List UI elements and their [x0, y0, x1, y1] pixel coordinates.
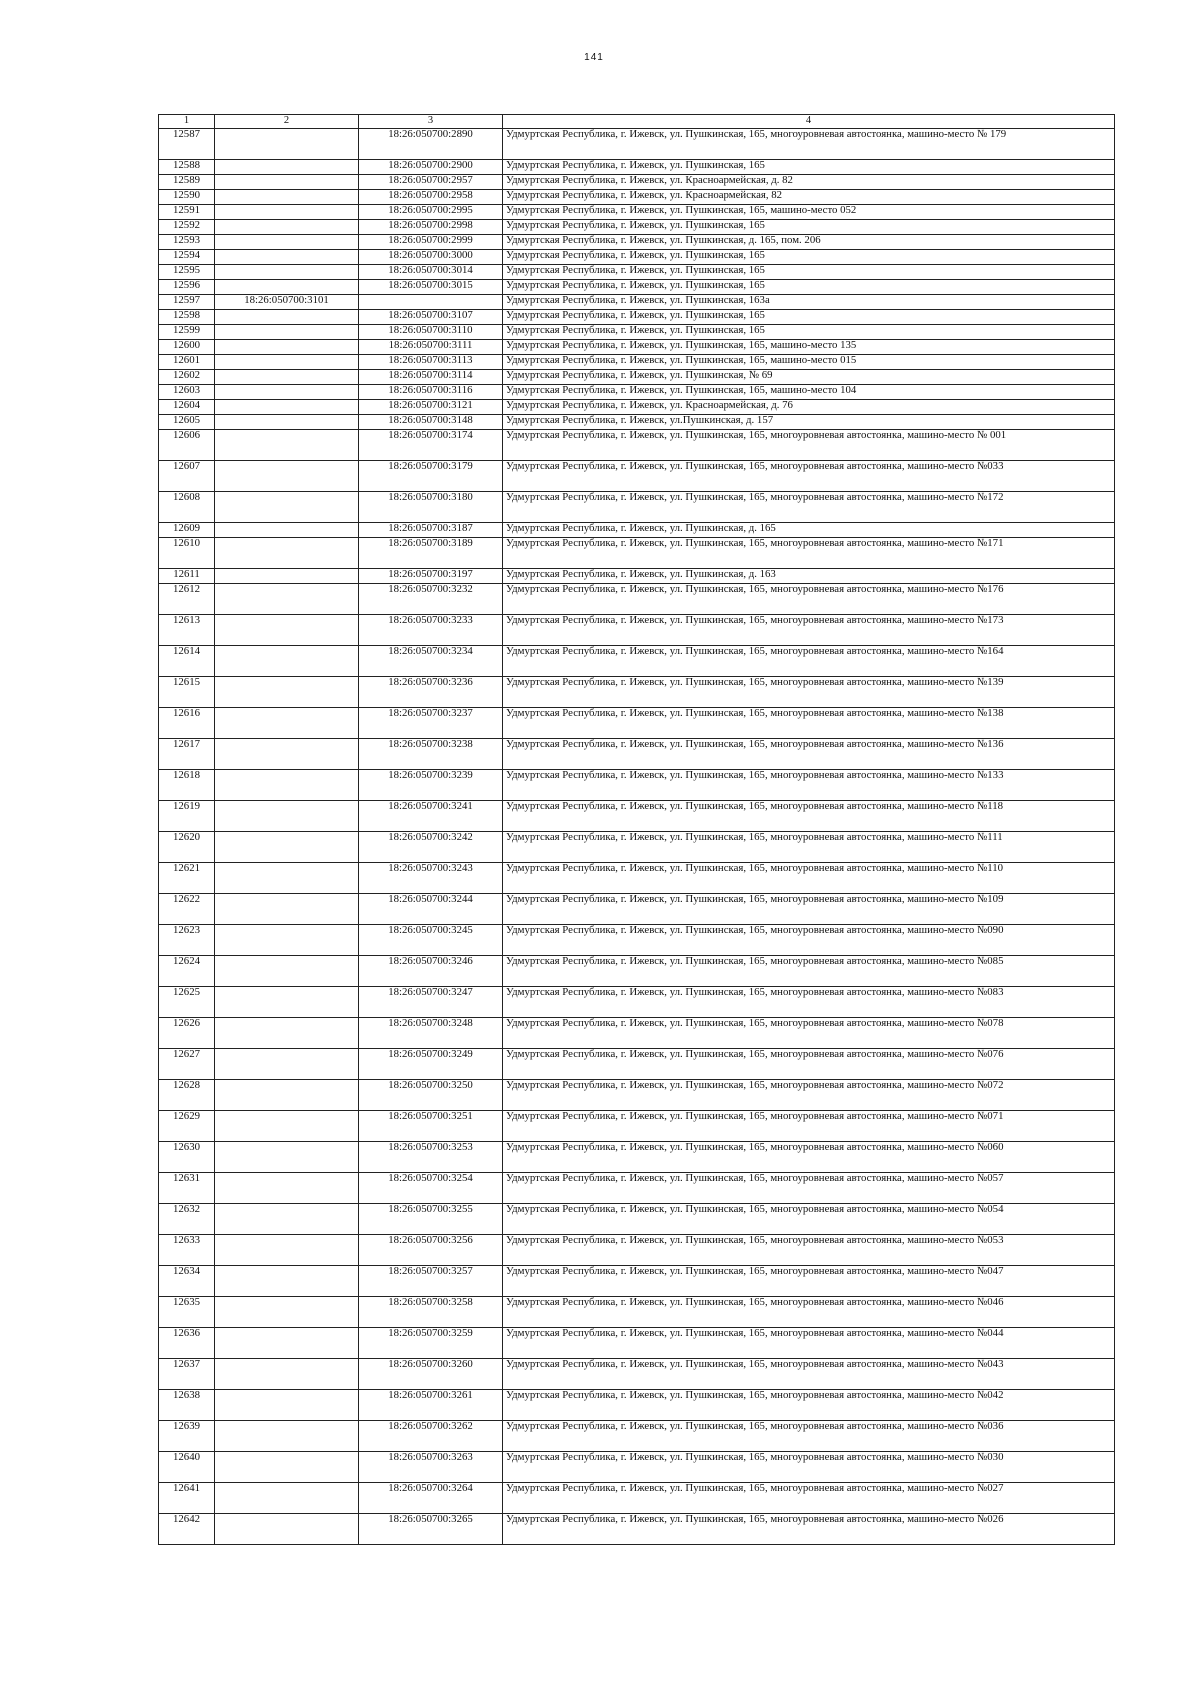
cadastral-number-old-cell: 18:26:050700:3101 [215, 295, 359, 310]
row-number-cell: 12620 [159, 832, 215, 863]
cadastral-number-cell: 18:26:050700:3243 [359, 863, 503, 894]
address-cell: Удмуртская Республика, г. Ижевск, ул. Пушкинская, 165, многоуровневая автостоянка, машино-место №033 [503, 461, 1115, 492]
address-cell: Удмуртская Республика, г. Ижевск, ул. Пушкинская, 165, многоуровневая автостоянка, машино-место №111 [503, 832, 1115, 863]
table-row [159, 832, 1115, 863]
address-cell: Удмуртская Республика, г. Ижевск, ул. Красноармейская, д. 82 [503, 175, 1115, 190]
row-number-cell: 12630 [159, 1142, 215, 1173]
cadastral-number-cell: 18:26:050700:3148 [359, 415, 503, 430]
table-row [159, 1142, 1115, 1173]
address-cell: Удмуртская Республика, г. Ижевск, ул. Пушкинская, 165, многоуровневая автостоянка, машино-место №036 [503, 1421, 1115, 1452]
cadastral-number-cell [359, 295, 503, 310]
table-row [159, 646, 1115, 677]
table-row [159, 415, 1115, 430]
row-number-cell: 12612 [159, 584, 215, 615]
row-number-cell: 12627 [159, 1049, 215, 1080]
row-number-cell: 12637 [159, 1359, 215, 1390]
cadastral-number-cell: 18:26:050700:3247 [359, 987, 503, 1018]
cadastral-number-cell: 18:26:050700:3265 [359, 1514, 503, 1545]
cadastral-number-old-cell [215, 205, 359, 220]
row-number-cell: 12639 [159, 1421, 215, 1452]
address-cell: Удмуртская Республика, г. Ижевск, ул. Пушкинская, 165, многоуровневая автостоянка, машино-место №072 [503, 1080, 1115, 1111]
cadastral-number-old-cell [215, 615, 359, 646]
cadastral-number-old-cell [215, 1514, 359, 1545]
address-cell: Удмуртская Республика, г. Ижевск, ул. Пушкинская, 165, многоуровневая автостоянка, машино-место №083 [503, 987, 1115, 1018]
row-number-cell: 12609 [159, 523, 215, 538]
address-cell: Удмуртская Республика, г. Ижевск, ул. Пушкинская, 165, многоуровневая автостоянка, машино-место №027 [503, 1483, 1115, 1514]
table-row [159, 265, 1115, 280]
row-number-cell: 12610 [159, 538, 215, 569]
row-number-cell: 12590 [159, 190, 215, 205]
cadastral-number-old-cell [215, 461, 359, 492]
cadastral-number-old-cell [215, 739, 359, 770]
cadastral-number-old-cell [215, 1421, 359, 1452]
cadastral-number-cell: 18:26:050700:3239 [359, 770, 503, 801]
cadastral-number-old-cell [215, 220, 359, 235]
address-cell: Удмуртская Республика, г. Ижевск, ул. Пушкинская, 165, многоуровневая автостоянка, машино-место №176 [503, 584, 1115, 615]
table-row [159, 1452, 1115, 1483]
cadastral-number-cell: 18:26:050700:3111 [359, 340, 503, 355]
cadastral-number-cell: 18:26:050700:3238 [359, 739, 503, 770]
cadastral-number-old-cell [215, 1080, 359, 1111]
cadastral-number-cell: 18:26:050700:3256 [359, 1235, 503, 1266]
row-number-cell: 12631 [159, 1173, 215, 1204]
table-row [159, 708, 1115, 739]
row-number-cell: 12616 [159, 708, 215, 739]
address-cell: Удмуртская Республика, г. Ижевск, ул. Пушкинская, 165 [503, 325, 1115, 340]
cadastral-number-old-cell [215, 400, 359, 415]
table-row [159, 677, 1115, 708]
row-number-cell: 12592 [159, 220, 215, 235]
address-cell: Удмуртская Республика, г. Ижевск, ул. Пушкинская, 165, многоуровневая автостоянка, машино-место №044 [503, 1328, 1115, 1359]
address-cell: Удмуртская Республика, г. Ижевск, ул. Пушкинская, 165, машино-место 015 [503, 355, 1115, 370]
row-number-cell: 12618 [159, 770, 215, 801]
cadastral-number-old-cell [215, 1049, 359, 1080]
cadastral-number-old-cell [215, 415, 359, 430]
row-number-cell: 12621 [159, 863, 215, 894]
address-cell: Удмуртская Республика, г. Ижевск, ул. Пушкинская, 165, многоуровневая автостоянка, машино-место №053 [503, 1235, 1115, 1266]
cadastral-number-cell: 18:26:050700:3254 [359, 1173, 503, 1204]
row-number-cell: 12632 [159, 1204, 215, 1235]
cadastral-number-old-cell [215, 1390, 359, 1421]
address-cell: Удмуртская Республика, г. Ижевск, ул. Пушкинская, 165, многоуровневая автостоянка, машино-место №138 [503, 708, 1115, 739]
address-cell: Удмуртская Республика, г. Ижевск, ул. Пушкинская, 165 [503, 310, 1115, 325]
table-row [159, 250, 1115, 265]
cadastral-number-old-cell [215, 894, 359, 925]
cadastral-number-old-cell [215, 325, 359, 340]
cadastral-number-cell: 18:26:050700:2998 [359, 220, 503, 235]
table-row [159, 1173, 1115, 1204]
address-cell: Удмуртская Республика, г. Ижевск, ул. Пушкинская, 165, многоуровневая автостоянка, машино-место №164 [503, 646, 1115, 677]
address-cell: Удмуртская Республика, г. Ижевск, ул. Красноармейская, 82 [503, 190, 1115, 205]
row-number-cell: 12596 [159, 280, 215, 295]
table-row [159, 160, 1115, 175]
table-row [159, 175, 1115, 190]
cadastral-number-cell: 18:26:050700:2900 [359, 160, 503, 175]
row-number-cell: 12605 [159, 415, 215, 430]
table-row [159, 1111, 1115, 1142]
table-row [159, 295, 1115, 310]
cadastral-number-old-cell [215, 1266, 359, 1297]
address-cell: Удмуртская Республика, г. Ижевск, ул. Пушкинская, 165, машино-место 052 [503, 205, 1115, 220]
table-row [159, 129, 1115, 160]
cadastral-number-cell: 18:26:050700:3245 [359, 925, 503, 956]
cadastral-number-cell: 18:26:050700:3237 [359, 708, 503, 739]
row-number-cell: 12624 [159, 956, 215, 987]
table-row [159, 739, 1115, 770]
table-row [159, 1390, 1115, 1421]
cadastral-number-old-cell [215, 235, 359, 250]
cadastral-number-old-cell [215, 584, 359, 615]
row-number-cell: 12602 [159, 370, 215, 385]
address-cell: Удмуртская Республика, г. Ижевск, ул. Пушкинская, д. 165, пом. 206 [503, 235, 1115, 250]
table-row [159, 615, 1115, 646]
address-cell: Удмуртская Республика, г. Ижевск, ул. Пушкинская, 165, многоуровневая автостоянка, машино-место №118 [503, 801, 1115, 832]
address-cell: Удмуртская Республика, г. Ижевск, ул. Пушкинская, 165, многоуровневая автостоянка, машино-место №060 [503, 1142, 1115, 1173]
cadastral-number-cell: 18:26:050700:3189 [359, 538, 503, 569]
cadastral-number-old-cell [215, 523, 359, 538]
address-cell: Удмуртская Республика, г. Ижевск, ул. Пушкинская, 165, многоуровневая автостоянка, машино-место №172 [503, 492, 1115, 523]
row-number-cell: 12638 [159, 1390, 215, 1421]
cadastral-number-cell: 18:26:050700:3180 [359, 492, 503, 523]
cadastral-number-cell: 18:26:050700:2958 [359, 190, 503, 205]
table-row [159, 492, 1115, 523]
table-row [159, 801, 1115, 832]
row-number-cell: 12599 [159, 325, 215, 340]
cadastral-number-cell: 18:26:050700:3261 [359, 1390, 503, 1421]
cadastral-number-cell: 18:26:050700:3263 [359, 1452, 503, 1483]
row-number-cell: 12615 [159, 677, 215, 708]
table-row [159, 1235, 1115, 1266]
cadastral-number-old-cell [215, 430, 359, 461]
cadastral-number-old-cell [215, 355, 359, 370]
page-number: 141 [584, 52, 604, 63]
table-row [159, 894, 1115, 925]
cadastral-number-old-cell [215, 569, 359, 584]
row-number-cell: 12628 [159, 1080, 215, 1111]
table-row [159, 205, 1115, 220]
cadastral-number-cell: 18:26:050700:3250 [359, 1080, 503, 1111]
cadastral-number-cell: 18:26:050700:3255 [359, 1204, 503, 1235]
row-number-cell: 12611 [159, 569, 215, 584]
cadastral-number-old-cell [215, 370, 359, 385]
address-cell: Удмуртская Республика, г. Ижевск, ул. Пушкинская, 165, многоуровневая автостоянка, машино-место №042 [503, 1390, 1115, 1421]
cadastral-number-cell: 18:26:050700:3014 [359, 265, 503, 280]
cadastral-number-old-cell [215, 925, 359, 956]
address-cell: Удмуртская Республика, г. Ижевск, ул. Пушкинская, 165, многоуровневая автостоянка, машино-место №071 [503, 1111, 1115, 1142]
address-cell: Удмуртская Республика, г. Ижевск, ул. Пушкинская, 165, многоуровневая автостоянка, машино-место №136 [503, 739, 1115, 770]
cadastral-number-old-cell [215, 646, 359, 677]
row-number-cell: 12625 [159, 987, 215, 1018]
row-number-cell: 12619 [159, 801, 215, 832]
cadastral-number-old-cell [215, 956, 359, 987]
row-number-cell: 12588 [159, 160, 215, 175]
cadastral-number-cell: 18:26:050700:3244 [359, 894, 503, 925]
cadastral-number-cell: 18:26:050700:3233 [359, 615, 503, 646]
cadastral-number-cell: 18:26:050700:3248 [359, 1018, 503, 1049]
cadastral-number-old-cell [215, 129, 359, 160]
table-row [159, 461, 1115, 492]
cadastral-number-old-cell [215, 538, 359, 569]
address-cell: Удмуртская Республика, г. Ижевск, ул. Пушкинская, 165, многоуровневая автостоянка, машино-место №171 [503, 538, 1115, 569]
row-number-cell: 12600 [159, 340, 215, 355]
table-row [159, 280, 1115, 295]
row-number-cell: 12598 [159, 310, 215, 325]
cadastral-number-old-cell [215, 801, 359, 832]
table-row [159, 220, 1115, 235]
cadastral-number-cell: 18:26:050700:3179 [359, 461, 503, 492]
cadastral-number-old-cell [215, 492, 359, 523]
header-col-2: 2 [215, 115, 359, 129]
address-cell: Удмуртская Республика, г. Ижевск, ул. Пушкинская, 165, многоуровневая автостоянка, машино-место №173 [503, 615, 1115, 646]
registry-body [159, 129, 1115, 1545]
cadastral-number-old-cell [215, 310, 359, 325]
address-cell: Удмуртская Республика, г. Ижевск, ул. Пушкинская, 165, многоуровневая автостоянка, машино-место №026 [503, 1514, 1115, 1545]
table-row [159, 400, 1115, 415]
cadastral-number-old-cell [215, 265, 359, 280]
cadastral-number-cell: 18:26:050700:3242 [359, 832, 503, 863]
table-row [159, 1049, 1115, 1080]
row-number-cell: 12629 [159, 1111, 215, 1142]
table-row [159, 235, 1115, 250]
table-row [159, 355, 1115, 370]
table-row [159, 987, 1115, 1018]
row-number-cell: 12642 [159, 1514, 215, 1545]
cadastral-number-cell: 18:26:050700:3232 [359, 584, 503, 615]
address-cell: Удмуртская Республика, г. Ижевск, ул. Пушкинская, 165, многоуровневая автостоянка, машино-место №043 [503, 1359, 1115, 1390]
row-number-cell: 12617 [159, 739, 215, 770]
header-col-1: 1 [159, 115, 215, 129]
cadastral-number-old-cell [215, 1235, 359, 1266]
table-row [159, 370, 1115, 385]
cadastral-number-old-cell [215, 160, 359, 175]
address-cell: Удмуртская Республика, г. Ижевск, ул. Пушкинская, 165, многоуровневая автостоянка, машино-место №133 [503, 770, 1115, 801]
table-row [159, 956, 1115, 987]
address-cell: Удмуртская Республика, г. Ижевск, ул. Пушкинская, 165 [503, 160, 1115, 175]
cadastral-number-old-cell [215, 250, 359, 265]
address-cell: Удмуртская Республика, г. Ижевск, ул. Пушкинская, 165, многоуровневая автостоянка, машино-место № 001 [503, 430, 1115, 461]
table-row [159, 925, 1115, 956]
address-cell: Удмуртская Республика, г. Ижевск, ул. Пушкинская, 165, многоуровневая автостоянка, машино-место №139 [503, 677, 1115, 708]
address-cell: Удмуртская Республика, г. Ижевск, ул. Пушкинская, 165, многоуровневая автостоянка, машино-место №085 [503, 956, 1115, 987]
cadastral-number-old-cell [215, 1452, 359, 1483]
cadastral-number-cell: 18:26:050700:3236 [359, 677, 503, 708]
cadastral-number-old-cell [215, 1018, 359, 1049]
address-cell: Удмуртская Республика, г. Ижевск, ул. Пушкинская, 165, многоуровневая автостоянка, машино-место №110 [503, 863, 1115, 894]
header-col-4: 4 [503, 115, 1115, 129]
cadastral-number-old-cell [215, 987, 359, 1018]
registry-table [158, 114, 1115, 1545]
cadastral-number-cell: 18:26:050700:2999 [359, 235, 503, 250]
row-number-cell: 12587 [159, 129, 215, 160]
cadastral-number-old-cell [215, 1111, 359, 1142]
address-cell: Удмуртская Республика, г. Ижевск, ул. Пушкинская, 165 [503, 280, 1115, 295]
cadastral-number-cell: 18:26:050700:3251 [359, 1111, 503, 1142]
row-number-cell: 12591 [159, 205, 215, 220]
table-row [159, 310, 1115, 325]
cadastral-number-old-cell [215, 1297, 359, 1328]
cadastral-number-cell: 18:26:050700:3257 [359, 1266, 503, 1297]
row-number-cell: 12608 [159, 492, 215, 523]
address-cell: Удмуртская Республика, г. Ижевск, ул. Пушкинская, 165, многоуровневая автостоянка, машино-место №090 [503, 925, 1115, 956]
address-cell: Удмуртская Республика, г. Ижевск, ул. Пушкинская, д. 163 [503, 569, 1115, 584]
table-row [159, 1421, 1115, 1452]
table-row [159, 523, 1115, 538]
row-number-cell: 12589 [159, 175, 215, 190]
cadastral-number-old-cell [215, 385, 359, 400]
cadastral-number-cell: 18:26:050700:3264 [359, 1483, 503, 1514]
row-number-cell: 12603 [159, 385, 215, 400]
cadastral-number-cell: 18:26:050700:2957 [359, 175, 503, 190]
cadastral-number-cell: 18:26:050700:3121 [359, 400, 503, 415]
table-row [159, 190, 1115, 205]
cadastral-number-old-cell [215, 1483, 359, 1514]
row-number-cell: 12607 [159, 461, 215, 492]
row-number-cell: 12626 [159, 1018, 215, 1049]
table-row [159, 569, 1115, 584]
cadastral-number-cell: 18:26:050700:3260 [359, 1359, 503, 1390]
table-row [159, 538, 1115, 569]
cadastral-number-cell: 18:26:050700:3000 [359, 250, 503, 265]
table-row [159, 863, 1115, 894]
cadastral-number-old-cell [215, 1359, 359, 1390]
cadastral-number-old-cell [215, 832, 359, 863]
cadastral-number-cell: 18:26:050700:3107 [359, 310, 503, 325]
table-row [159, 770, 1115, 801]
address-cell: Удмуртская Республика, г. Ижевск, ул. Пушкинская, 165, многоуровневая автостоянка, машино-место №057 [503, 1173, 1115, 1204]
table-row [159, 1266, 1115, 1297]
cadastral-number-cell: 18:26:050700:3258 [359, 1297, 503, 1328]
row-number-cell: 12634 [159, 1266, 215, 1297]
cadastral-number-cell: 18:26:050700:3114 [359, 370, 503, 385]
table-row [159, 1018, 1115, 1049]
cadastral-number-old-cell [215, 1173, 359, 1204]
table-row [159, 385, 1115, 400]
row-number-cell: 12606 [159, 430, 215, 461]
cadastral-number-cell: 18:26:050700:3116 [359, 385, 503, 400]
table-row [159, 325, 1115, 340]
cadastral-number-old-cell [215, 190, 359, 205]
row-number-cell: 12595 [159, 265, 215, 280]
table-row [159, 1080, 1115, 1111]
cadastral-number-old-cell [215, 1328, 359, 1359]
row-number-cell: 12623 [159, 925, 215, 956]
cadastral-number-old-cell [215, 770, 359, 801]
cadastral-number-cell: 18:26:050700:3253 [359, 1142, 503, 1173]
row-number-cell: 12604 [159, 400, 215, 415]
address-cell: Удмуртская Республика, г. Ижевск, ул. Пушкинская, № 69 [503, 370, 1115, 385]
cadastral-number-cell: 18:26:050700:3174 [359, 430, 503, 461]
cadastral-number-old-cell [215, 175, 359, 190]
table-row [159, 584, 1115, 615]
row-number-cell: 12622 [159, 894, 215, 925]
cadastral-number-cell: 18:26:050700:3246 [359, 956, 503, 987]
address-cell: Удмуртская Республика, г. Ижевск, ул. Красноармейская, д. 76 [503, 400, 1115, 415]
table-row [159, 1359, 1115, 1390]
cadastral-number-cell: 18:26:050700:3197 [359, 569, 503, 584]
cadastral-number-cell: 18:26:050700:3113 [359, 355, 503, 370]
address-cell: Удмуртская Республика, г. Ижевск, ул. Пушкинская, 165, многоуровневая автостоянка, машино-место №054 [503, 1204, 1115, 1235]
cadastral-number-cell: 18:26:050700:3262 [359, 1421, 503, 1452]
address-cell: Удмуртская Республика, г. Ижевск, ул.Пушкинская, д. 157 [503, 415, 1115, 430]
address-cell: Удмуртская Республика, г. Ижевск, ул. Пушкинская, 165, многоуровневая автостоянка, машино-место №030 [503, 1452, 1115, 1483]
table-row [159, 1297, 1115, 1328]
row-number-cell: 12641 [159, 1483, 215, 1514]
row-number-cell: 12633 [159, 1235, 215, 1266]
cadastral-number-cell: 18:26:050700:3249 [359, 1049, 503, 1080]
header-col-3: 3 [359, 115, 503, 129]
cadastral-number-cell: 18:26:050700:3234 [359, 646, 503, 677]
row-number-cell: 12613 [159, 615, 215, 646]
address-cell: Удмуртская Республика, г. Ижевск, ул. Пушкинская, 165, многоуровневая автостоянка, машино-место №076 [503, 1049, 1115, 1080]
table-row [159, 1328, 1115, 1359]
address-cell: Удмуртская Республика, г. Ижевск, ул. Пушкинская, 163а [503, 295, 1115, 310]
cadastral-number-old-cell [215, 280, 359, 295]
address-cell: Удмуртская Республика, г. Ижевск, ул. Пушкинская, 165, многоуровневая автостоянка, машино-место № 179 [503, 129, 1115, 160]
cadastral-number-old-cell [215, 708, 359, 739]
address-cell: Удмуртская Республика, г. Ижевск, ул. Пушкинская, д. 165 [503, 523, 1115, 538]
cadastral-number-old-cell [215, 863, 359, 894]
cadastral-number-old-cell [215, 677, 359, 708]
cadastral-number-cell: 18:26:050700:3015 [359, 280, 503, 295]
address-cell: Удмуртская Республика, г. Ижевск, ул. Пушкинская, 165, машино-место 135 [503, 340, 1115, 355]
address-cell: Удмуртская Республика, г. Ижевск, ул. Пушкинская, 165, многоуровневая автостоянка, машино-место №046 [503, 1297, 1115, 1328]
table-row [159, 1204, 1115, 1235]
row-number-cell: 12635 [159, 1297, 215, 1328]
address-cell: Удмуртская Республика, г. Ижевск, ул. Пушкинская, 165 [503, 265, 1115, 280]
table-row [159, 1514, 1115, 1545]
row-number-cell: 12636 [159, 1328, 215, 1359]
table-header-row [159, 115, 1115, 129]
row-number-cell: 12597 [159, 295, 215, 310]
cadastral-number-cell: 18:26:050700:3110 [359, 325, 503, 340]
row-number-cell: 12594 [159, 250, 215, 265]
cadastral-number-cell: 18:26:050700:3259 [359, 1328, 503, 1359]
address-cell: Удмуртская Республика, г. Ижевск, ул. Пушкинская, 165, многоуровневая автостоянка, машино-место №047 [503, 1266, 1115, 1297]
address-cell: Удмуртская Республика, г. Ижевск, ул. Пушкинская, 165, многоуровневая автостоянка, машино-место №109 [503, 894, 1115, 925]
cadastral-number-cell: 18:26:050700:3187 [359, 523, 503, 538]
table-row [159, 340, 1115, 355]
cadastral-number-cell: 18:26:050700:2890 [359, 129, 503, 160]
table-row [159, 1483, 1115, 1514]
row-number-cell: 12593 [159, 235, 215, 250]
row-number-cell: 12640 [159, 1452, 215, 1483]
row-number-cell: 12601 [159, 355, 215, 370]
cadastral-number-cell: 18:26:050700:2995 [359, 205, 503, 220]
cadastral-number-old-cell [215, 340, 359, 355]
cadastral-number-old-cell [215, 1204, 359, 1235]
cadastral-number-old-cell [215, 1142, 359, 1173]
table-row [159, 430, 1115, 461]
address-cell: Удмуртская Республика, г. Ижевск, ул. Пушкинская, 165, многоуровневая автостоянка, машино-место №078 [503, 1018, 1115, 1049]
address-cell: Удмуртская Республика, г. Ижевск, ул. Пушкинская, 165 [503, 250, 1115, 265]
cadastral-number-cell: 18:26:050700:3241 [359, 801, 503, 832]
address-cell: Удмуртская Республика, г. Ижевск, ул. Пушкинская, 165 [503, 220, 1115, 235]
row-number-cell: 12614 [159, 646, 215, 677]
address-cell: Удмуртская Республика, г. Ижевск, ул. Пушкинская, 165, машино-место 104 [503, 385, 1115, 400]
